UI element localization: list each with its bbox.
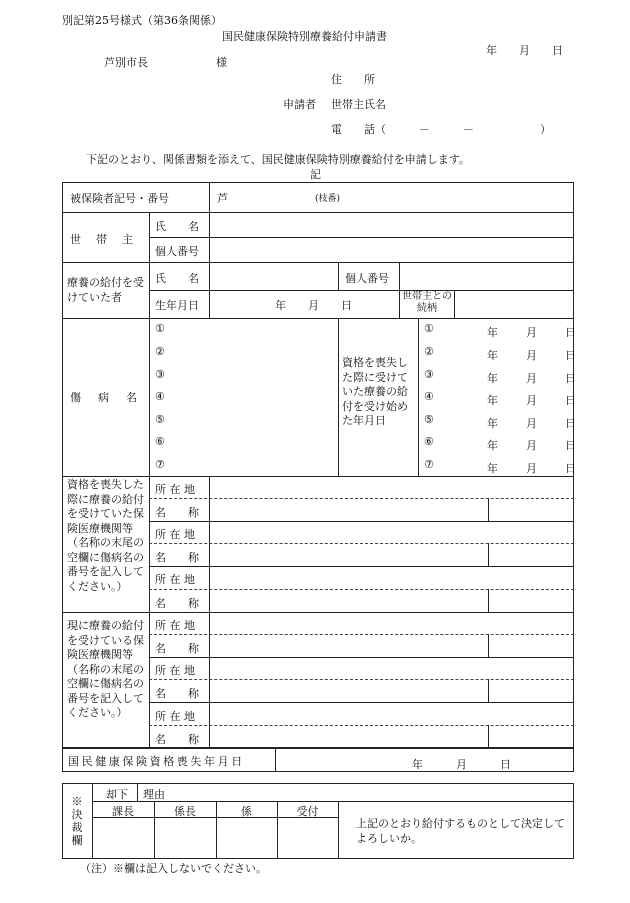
start-number-4: ④ xyxy=(424,390,434,403)
prev-location-label-2: 所 在 地 xyxy=(155,528,195,541)
start-number-3: ③ xyxy=(424,368,434,381)
role-section-chief: 課長 xyxy=(112,805,134,818)
start-date-2: 年 月 日 xyxy=(487,349,578,362)
recipient-personal-number-field[interactable] xyxy=(401,264,571,288)
recipient-personal-number-label: 個人番号 xyxy=(345,272,389,285)
application-date: 年 月 日 xyxy=(486,44,563,57)
householder-label: 世 帯 主 xyxy=(70,233,135,246)
insured-number-label: 被保険者記号・番号 xyxy=(70,192,169,205)
insured-number-prefix: 芦 xyxy=(217,192,228,205)
curr-disease-no-field-1[interactable] xyxy=(490,636,572,656)
start-number-7: ⑦ xyxy=(424,458,434,471)
start-number-1: ① xyxy=(424,322,434,335)
loss-start-label: 資格を喪失した際に受けていた療養の給付を受け始めた年月日 xyxy=(342,356,408,427)
decision-mark-label: ※決裁欄 xyxy=(71,795,83,847)
prev-name-label-3: 名 称 xyxy=(155,597,199,610)
footnote: （注）※欄は記入しないでください。 xyxy=(80,862,267,875)
householder-name-label: 氏 名 xyxy=(155,220,199,233)
householder-personal-number-field[interactable] xyxy=(211,239,571,261)
disease-number-5: ⑤ xyxy=(155,413,165,426)
prev-name-label-1: 名 称 xyxy=(155,506,199,519)
addressee-honorific: 様 xyxy=(216,56,227,69)
prev-location-field-1[interactable] xyxy=(211,478,571,497)
previous-institution-label: 資格を喪失した際に療養の給付を受けていた保険医療機関等（名称の末尾の空欄に傷病名の番号を記入してください。） xyxy=(67,478,144,593)
recipient-name-field[interactable] xyxy=(211,264,335,288)
applicant-label: 申請者 xyxy=(283,98,316,111)
disease-number-1: ① xyxy=(155,322,165,335)
curr-name-field-2[interactable] xyxy=(211,681,486,701)
prev-location-field-2[interactable] xyxy=(211,523,571,542)
form-number: 別記第25号様式（第36条関係） xyxy=(62,14,222,27)
curr-disease-no-field-3[interactable] xyxy=(490,727,572,747)
insured-number-field[interactable] xyxy=(232,184,310,210)
disease-number-3: ③ xyxy=(155,368,165,381)
start-number-2: ② xyxy=(424,345,434,358)
prev-name-field-3[interactable] xyxy=(211,591,486,611)
curr-location-label-1: 所 在 地 xyxy=(155,619,195,632)
ki-label: 記 xyxy=(310,168,321,181)
householder-personal-number-label: 個人番号 xyxy=(155,245,199,258)
disease-names-field[interactable] xyxy=(175,320,335,474)
prev-disease-no-field-2[interactable] xyxy=(490,545,572,565)
disease-label: 傷 病 名 xyxy=(70,391,140,404)
prev-disease-no-field-1[interactable] xyxy=(490,500,572,520)
intro-text: 下記のとおり、関係書類を添えて、国民健康保険特別療養給付を申請します。 xyxy=(86,153,470,166)
curr-location-field-3[interactable] xyxy=(211,704,571,724)
disease-number-4: ④ xyxy=(155,390,165,403)
curr-name-field-3[interactable] xyxy=(211,727,486,747)
curr-name-label-1: 名 称 xyxy=(155,642,199,655)
form-title: 国民健康保険特別療養給付申請書 xyxy=(222,30,387,43)
prev-disease-no-field-3[interactable] xyxy=(490,591,572,611)
birthdate-label: 生年月日 xyxy=(155,299,199,312)
start-date-1: 年 月 日 xyxy=(487,326,578,339)
branch-number-label: (枝番) xyxy=(315,194,341,204)
relation-label: 世帯主との続柄 xyxy=(402,291,452,314)
start-number-6: ⑥ xyxy=(424,435,434,448)
address-label: 住 所 xyxy=(331,73,375,86)
curr-name-field-1[interactable] xyxy=(211,636,486,656)
curr-location-field-1[interactable] xyxy=(211,614,571,633)
phone-label: 電 話（ － － ） xyxy=(331,123,551,136)
householder-name-label: 世帯主氏名 xyxy=(331,98,386,111)
disease-number-7: ⑦ xyxy=(155,458,165,471)
prev-location-field-3[interactable] xyxy=(211,568,571,588)
current-institution-label: 現に療養の給付を受けている保険医療機関等（名称の末尾の空欄に傷病名の番号を記入してください。） xyxy=(67,619,144,719)
start-number-5: ⑤ xyxy=(424,413,434,426)
start-date-6: 年 月 日 xyxy=(487,439,578,452)
reason-label: 理由 xyxy=(143,788,165,801)
role-reception: 受付 xyxy=(296,805,319,818)
recipient-name-label: 氏 名 xyxy=(155,272,199,285)
curr-name-label-2: 名 称 xyxy=(155,687,199,700)
loss-date-value: 年 月 日 xyxy=(412,758,511,771)
prev-name-field-2[interactable] xyxy=(211,545,486,565)
disease-number-2: ② xyxy=(155,345,165,358)
prev-location-label-3: 所 在 地 xyxy=(155,573,195,586)
recipient-label: 療養の給付を受けていた者 xyxy=(67,276,144,304)
birthdate-value: 年 月 日 xyxy=(275,299,352,312)
prev-location-label-1: 所 在 地 xyxy=(155,483,195,496)
prev-name-label-2: 名 称 xyxy=(155,551,199,564)
curr-location-field-2[interactable] xyxy=(211,659,571,678)
start-date-4: 年 月 日 xyxy=(487,394,578,407)
branch-number-field[interactable] xyxy=(350,184,570,210)
role-subsection-chief: 係長 xyxy=(174,805,196,818)
curr-name-label-3: 名 称 xyxy=(155,733,199,746)
curr-location-label-3: 所 在 地 xyxy=(155,710,195,723)
rejection-label: 却下 xyxy=(106,788,128,801)
disease-number-6: ⑥ xyxy=(155,435,165,448)
relation-field[interactable] xyxy=(456,292,571,316)
addressee: 芦別市長 xyxy=(104,56,148,69)
start-date-3: 年 月 日 xyxy=(487,372,578,385)
curr-location-label-2: 所 在 地 xyxy=(155,664,195,677)
prev-name-field-1[interactable] xyxy=(211,500,486,520)
decision-statement: 上記のとおり給付するものとして決定してよろしいか。 xyxy=(356,817,565,845)
loss-date-label: 国民健康保険資格喪失年月日 xyxy=(68,755,245,768)
role-staff: 係 xyxy=(241,805,252,818)
loss-date-field[interactable] xyxy=(277,750,572,770)
curr-disease-no-field-2[interactable] xyxy=(490,681,572,701)
start-date-7: 年 月 日 xyxy=(487,462,578,475)
start-date-5: 年 月 日 xyxy=(487,417,578,430)
householder-name-field[interactable] xyxy=(211,214,571,236)
